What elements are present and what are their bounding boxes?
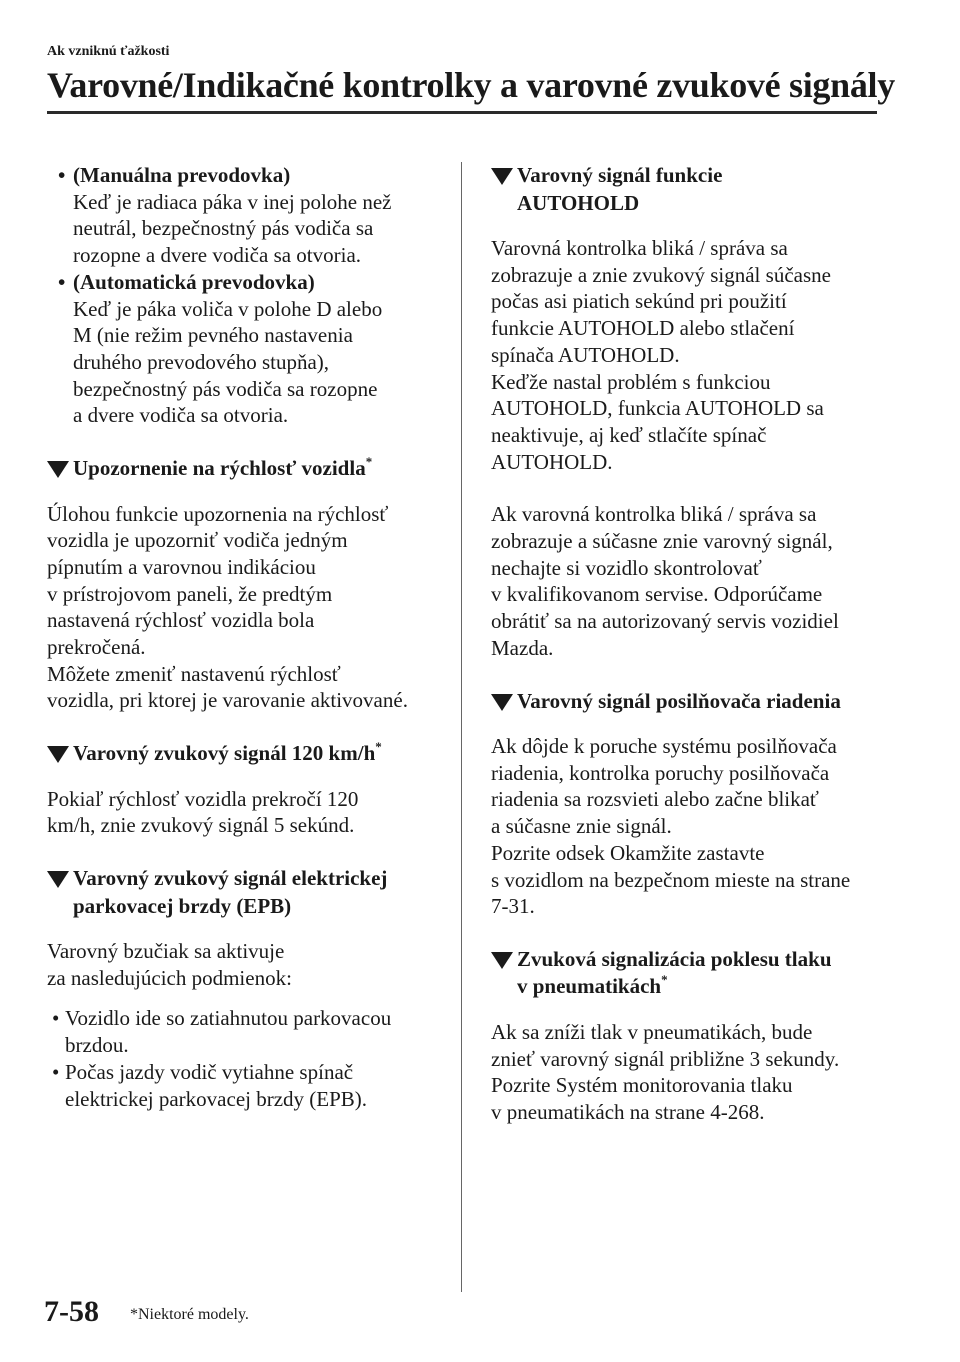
- text-line: AUTOHOLD.: [491, 449, 613, 474]
- text-line: počas asi piatich sekúnd pri použití: [491, 289, 787, 314]
- text-line: 7-31.: [491, 894, 535, 919]
- power-steering-warning-heading: [491, 688, 891, 716]
- heading-text: Zvuková signalizácia poklesu tlaku: [517, 946, 832, 971]
- text-line: druhého prevodového stupňa),: [73, 349, 330, 374]
- text-line: nechajte si vozidlo skontrolovať: [491, 555, 762, 580]
- triangle-marker-icon: [47, 746, 69, 763]
- text-line: Varovná kontrolka bliká / správa sa: [491, 236, 788, 260]
- triangle-marker-icon: [47, 461, 69, 478]
- text-line: vozidla je upozorniť vodiča jedným: [47, 528, 348, 553]
- text-line: Keď je radiaca páka v inej polohe než: [73, 189, 392, 214]
- text-line: Pokiaľ rýchlosť vozidla prekročí 120: [47, 786, 359, 811]
- text-line: km/h, znie zvukový signál 5 sekúnd.: [47, 813, 355, 838]
- asterisk-mark: *: [365, 454, 373, 470]
- text-line: Mazda.: [491, 635, 554, 660]
- asterisk-mark: *: [661, 972, 668, 988]
- text-line: Vozidlo ide so zatiahnutou parkovacou: [65, 1006, 392, 1031]
- heading-text: Varovný zvukový signál 120 km/h: [73, 741, 376, 766]
- power-steering-warning-text: [491, 733, 891, 920]
- tire-pressure-warning-heading: [491, 946, 891, 1001]
- triangle-marker-icon: [491, 168, 513, 185]
- heading-text: AUTOHOLD: [517, 190, 640, 215]
- manual-transmission-item: [47, 162, 447, 269]
- section-header: Ak vzniknú ťažkosti: [47, 44, 170, 59]
- text-line: pípnutím a varovnou indikáciou: [47, 554, 316, 579]
- left-column: [47, 162, 447, 1112]
- speed-warning-text: [47, 501, 447, 715]
- text-line: Ak sa zníži tlak v pneumatikách, bude: [491, 1019, 813, 1044]
- bullet-icon: •: [52, 1006, 60, 1031]
- text-line: Keď je páka voliča v polohe D alebo: [73, 296, 383, 321]
- automatic-transmission-text: [73, 296, 447, 430]
- autohold-warning-heading: [491, 162, 891, 217]
- triangle-marker-icon: [491, 694, 513, 711]
- triangle-marker-icon: [491, 952, 513, 969]
- text-line: zobrazuje a znie zvukový signál súčasne: [491, 262, 831, 287]
- text-line: Ak dôjde k poruche systému posilňovača: [491, 734, 837, 759]
- text-line: obrátiť sa na autorizovaný servis vozidiel: [491, 609, 839, 634]
- text-line: rozopne a dvere vodiča sa otvoria.: [73, 243, 362, 268]
- text-line: s vozidlom na bezpečnom mieste na strane: [491, 867, 851, 892]
- heading-text: Varovný zvukový signál elektrickej: [73, 866, 388, 891]
- triangle-marker-icon: [47, 871, 69, 888]
- text-line: v kvalifikovanom servise. Odporúčame: [491, 582, 823, 607]
- text-line: Varovný bzučiak sa aktivuje: [47, 939, 285, 964]
- text-line: funkcie AUTOHOLD alebo stlačení: [491, 316, 795, 341]
- bullet-icon: •: [58, 269, 66, 294]
- tire-pressure-warning-text: [491, 1019, 891, 1126]
- heading-text: v pneumatikách: [517, 974, 662, 999]
- column-divider: [461, 162, 462, 1292]
- text-line: Pozrite odsek Okamžite zastavte: [491, 840, 765, 865]
- epb-warning-heading: [47, 865, 447, 920]
- text-line: Pozrite Systém monitorovania tlaku: [491, 1073, 793, 1098]
- text-line: M (nie režim pevného nastavenia: [73, 323, 353, 348]
- text-line: a dvere vodiča sa otvoria.: [73, 403, 289, 428]
- text-line: riadenia, kontrolka poruchy posilňovača: [491, 760, 830, 785]
- text-line: znieť varovný signál približne 3 sekundy.: [491, 1046, 840, 1071]
- heading-text: Varovný signál funkcie: [517, 163, 723, 187]
- text-line: v prístrojovom paneli, že predtým: [47, 581, 333, 606]
- text-line: a súčasne znie signál.: [491, 814, 672, 839]
- text-line: nastavená rýchlosť vozidla bola: [47, 608, 315, 633]
- text-line: za nasledujúcich podmienok:: [47, 965, 292, 990]
- text-line: Ak varovná kontrolka bliká / správa sa: [491, 502, 817, 527]
- list-item: [47, 1005, 447, 1058]
- text-line: Môžete zmeniť nastavenú rýchlosť: [47, 661, 341, 686]
- heading-text: parkovacej brzdy (EPB): [73, 893, 292, 918]
- speed-warning-heading: [47, 455, 447, 483]
- bullet-icon: •: [52, 1059, 60, 1084]
- kmh-warning-text: [47, 786, 447, 839]
- list-item: [47, 1059, 447, 1112]
- heading-text: Varovný signál posilňovača riadenia: [517, 688, 841, 713]
- automatic-transmission-item: [47, 269, 447, 429]
- text-line: elektrickej parkovacej brzdy (EPB).: [65, 1086, 368, 1111]
- text-line: spínača AUTOHOLD.: [491, 342, 680, 367]
- manual-transmission-title: (Manuálna prevodovka): [73, 163, 291, 187]
- text-line: riadenia sa rozsvieti alebo začne blikať: [491, 787, 819, 812]
- kmh-warning-heading: [47, 740, 447, 768]
- text-line: Úlohou funkcie upozornenia na rýchlosť: [47, 501, 389, 526]
- text-line: Keďže nastal problém s funkciou: [491, 369, 771, 394]
- text-line: neaktivuje, aj keď stlačíte spínač: [491, 422, 767, 447]
- autohold-service-text: [491, 501, 891, 661]
- text-line: Počas jazdy vodič vytiahne spínač: [65, 1059, 354, 1084]
- text-line: v pneumatikách na strane 4-268.: [491, 1100, 765, 1125]
- text-line: AUTOHOLD, funkcia AUTOHOLD sa: [491, 396, 824, 421]
- text-line: brzdou.: [65, 1033, 129, 1058]
- bullet-icon: •: [58, 163, 66, 187]
- heading-text: Upozornenie na rýchlosť vozidla: [73, 456, 366, 481]
- header-rule: [47, 111, 877, 114]
- page-number: 7-58: [44, 1295, 99, 1328]
- page-title: Varovné/Indikačné kontrolky a varovné zvukové signály: [47, 65, 895, 105]
- asterisk-mark: *: [375, 739, 382, 755]
- text-line: vozidla, pri ktorej je varovanie aktivované.: [47, 688, 408, 713]
- autohold-warning-text: [491, 235, 891, 475]
- text-line: neutrál, bezpečnostný pás vodiča sa: [73, 216, 374, 241]
- text-line: bezpečnostný pás vodiča sa rozopne: [73, 376, 378, 401]
- manual-transmission-text: [73, 189, 447, 269]
- footnote: *Niektoré modely.: [130, 1306, 249, 1323]
- text-line: prekročená.: [47, 635, 146, 660]
- epb-warning-text: [47, 938, 447, 991]
- text-line: zobrazuje a súčasne znie varovný signál,: [491, 529, 833, 554]
- right-column: [491, 162, 891, 1126]
- automatic-transmission-title: (Automatická prevodovka): [73, 269, 315, 294]
